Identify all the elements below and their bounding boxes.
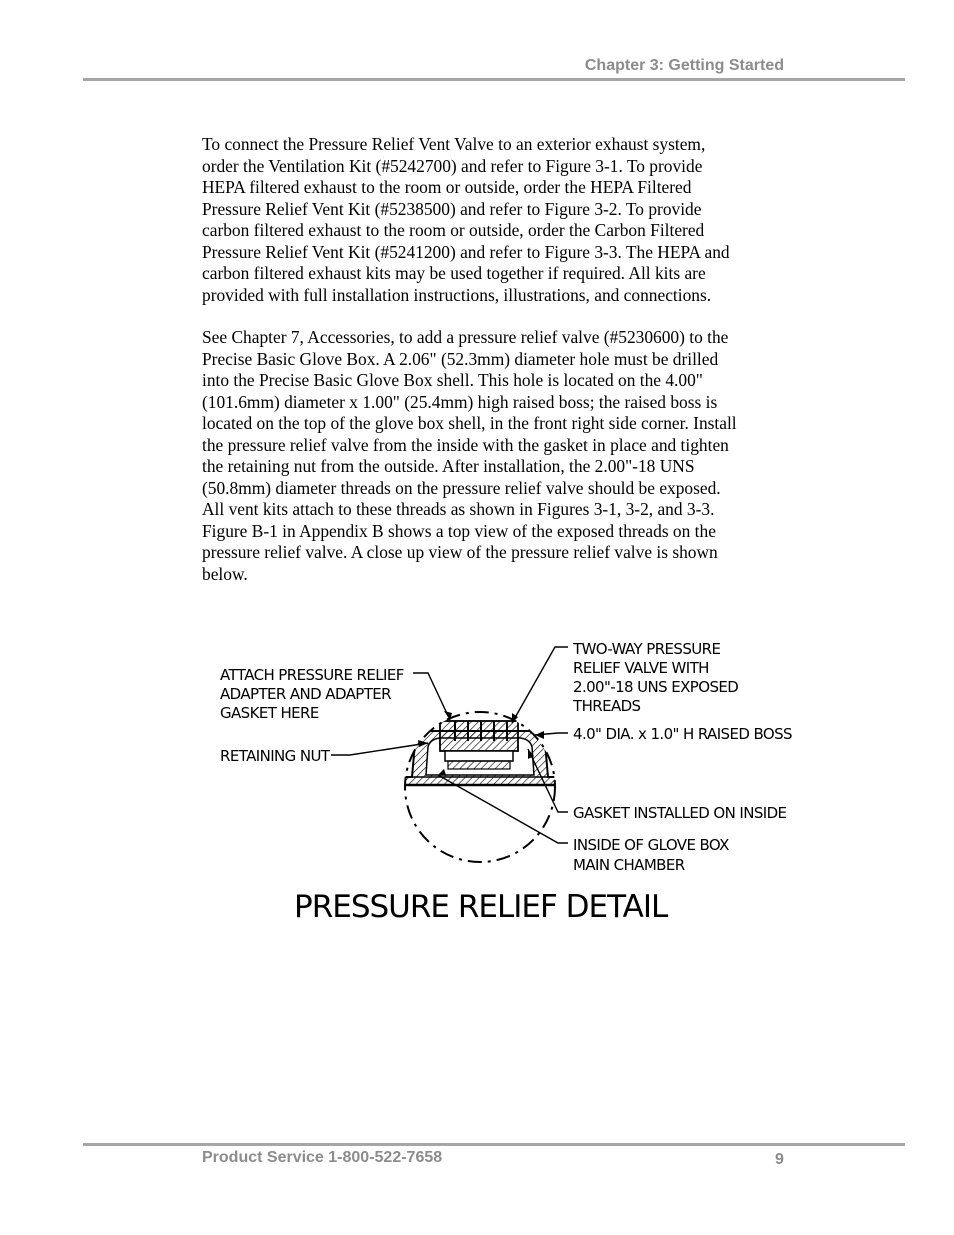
callout-inside-line-1: INSIDE OF GLOVE BOX bbox=[573, 836, 729, 854]
header-chapter-title: Chapter 3: Getting Started bbox=[584, 57, 784, 74]
text-line: carbon filtered exhaust kits may be used together if required. All kits are bbox=[202, 263, 706, 283]
text-line: Precise Basic Glove Box. A 2.06" (52.3mm) diameter hole must be drilled bbox=[202, 348, 719, 369]
text-line: (50.8mm) diameter threads on the pressure relief valve should be exposed. bbox=[202, 477, 721, 498]
callout-raised-boss: 4.0" DIA. x 1.0" H RAISED BOSS bbox=[573, 725, 792, 743]
callout-attach-line-2: ADAPTER AND ADAPTER bbox=[220, 685, 392, 703]
paragraph-vent-kits bbox=[202, 134, 802, 306]
text-line: Pressure Relief Vent Kit (#5241200) and refer to Figure 3-3. The HEPA and bbox=[202, 241, 730, 262]
footer-rule bbox=[83, 1143, 905, 1146]
text-line: HEPA filtered exhaust to the room or outside, order the HEPA Filtered bbox=[202, 177, 692, 197]
text-line: (101.6mm) diameter x 1.00" (25.4mm) high raised boss; the raised boss is bbox=[202, 391, 718, 412]
text-line: located on the top of the glove box shell, in the front right side corner. Install bbox=[202, 413, 737, 433]
callout-two-way-line-2: RELIEF VALVE WITH bbox=[573, 659, 709, 677]
callout-inside-line-2: MAIN CHAMBER bbox=[573, 856, 685, 874]
text-line: Pressure Relief Vent Kit (#5238500) and refer to Figure 3-2. To provide bbox=[202, 198, 702, 219]
pressure-relief-drawing bbox=[200, 625, 820, 935]
pressure-relief-detail-figure bbox=[200, 625, 820, 935]
callout-two-way-line-1: TWO-WAY PRESSURE bbox=[573, 640, 721, 658]
figure-title: PRESSURE RELIEF DETAIL bbox=[294, 889, 668, 925]
paragraph-relief-valve-install bbox=[202, 327, 802, 585]
callout-attach-line-1: ATTACH PRESSURE RELIEF bbox=[220, 666, 404, 684]
callout-gasket: GASKET INSTALLED ON INSIDE bbox=[573, 804, 787, 822]
callout-attach-line-3: GASKET HERE bbox=[220, 704, 319, 722]
text-line: into the Precise Basic Glove Box shell. This hole is located on the 4.00" bbox=[202, 370, 703, 390]
text-line: To connect the Pressure Relief Vent Valve to an exterior exhaust system, bbox=[202, 134, 706, 154]
callout-two-way-line-4: THREADS bbox=[573, 697, 641, 715]
callout-two-way-line-3: 2.00"-18 UNS EXPOSED bbox=[573, 678, 739, 696]
text-line: order the Ventilation Kit (#5242700) and refer to Figure 3-1. To provide bbox=[202, 155, 703, 176]
text-line: Figure B-1 in Appendix B shows a top view of the exposed threads on the bbox=[202, 520, 716, 541]
header-rule bbox=[83, 78, 905, 81]
text-line: See Chapter 7, Accessories, to add a pressure relief valve (#5230600) to the bbox=[202, 327, 729, 347]
text-line: carbon filtered exhaust to the room or outside, order the Carbon Filtered bbox=[202, 220, 705, 240]
footer-product-service: Product Service 1-800-522-7658 bbox=[202, 1149, 443, 1166]
text-line: the pressure relief valve from the inside with the gasket in place and tighten bbox=[202, 434, 729, 455]
text-line: provided with full installation instructions, illustrations, and connections. bbox=[202, 284, 712, 305]
text-line: the retaining nut from the outside. After installation, the 2.00"-18 UNS bbox=[202, 456, 695, 476]
page-number: 9 bbox=[775, 1151, 784, 1168]
text-line: All vent kits attach to these threads as shown in Figures 3-1, 3-2, and 3-3. bbox=[202, 499, 715, 519]
text-line: below. bbox=[202, 563, 248, 584]
text-line: pressure relief valve. A close up view of the pressure relief valve is shown bbox=[202, 542, 718, 562]
boss-section bbox=[395, 721, 570, 785]
callout-retaining-nut: RETAINING NUT bbox=[220, 747, 330, 765]
